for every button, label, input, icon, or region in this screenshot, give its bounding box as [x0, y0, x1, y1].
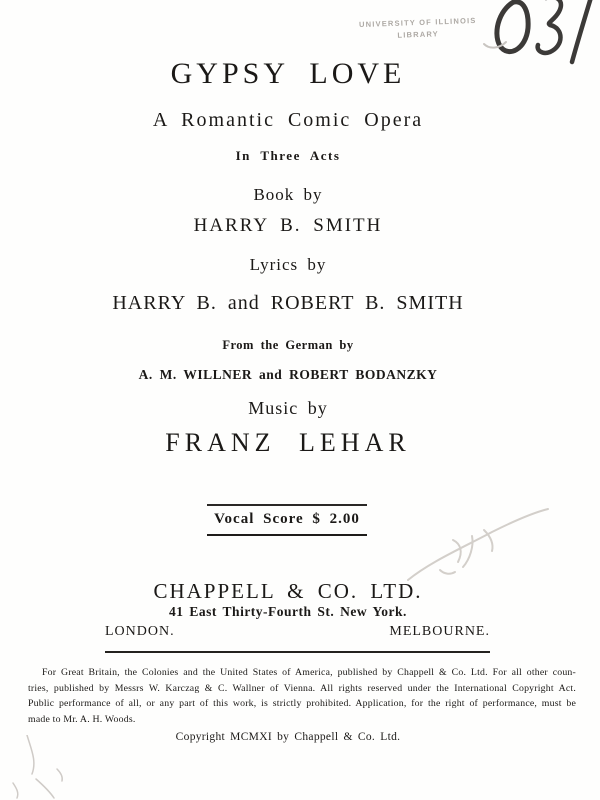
composer-name: FRANZ LEHAR — [165, 428, 411, 457]
library-stamp-line1: UNIVERSITY OF ILLINOIS — [358, 15, 477, 30]
legal-line: For Great Britain, the Colonies and the United States of America, published by Chappell & Co. Ltd. For all other coun- — [42, 667, 576, 678]
lyrics-authors: HARRY B. and ROBERT B. SMITH — [112, 292, 464, 314]
library-stamp — [358, 15, 479, 43]
page-title: GYPSY LOVE — [170, 57, 406, 90]
music-by-label: Music by — [248, 398, 328, 418]
horizontal-rule — [105, 651, 490, 653]
book-by-label: Book by — [253, 185, 323, 204]
publisher-address: 41 East Thirty-Fourth St. New York. — [169, 604, 407, 619]
price-label: Vocal Score $ 2.00 — [214, 511, 360, 527]
publisher-city-melbourne: MELBOURNE. — [389, 624, 490, 639]
acts-line: In Three Acts — [235, 148, 341, 163]
page-subtitle: A Romantic Comic Opera — [152, 109, 424, 131]
legal-notice — [28, 665, 576, 727]
legal-line: made to Mr. A. H. Woods. — [28, 713, 136, 725]
publisher-city-london: LONDON. — [105, 624, 175, 639]
publisher-name: CHAPPELL & CO. LTD. — [153, 579, 423, 603]
legal-line: tries, published by Messrs W. Karczag & C. Wallner of Vienna. All rights reserved under the International Copyright Act. — [28, 682, 576, 694]
lyrics-by-label: Lyrics by — [249, 255, 327, 274]
german-authors: A. M. WILLNER and ROBERT BODANZKY — [138, 367, 438, 382]
scan-crease-icon — [5, 735, 100, 800]
copyright-line: Copyright MCMXI by Chappell & Co. Ltd. — [175, 731, 401, 743]
german-source-label: From the German by — [222, 338, 354, 352]
book-author: HARRY B. SMITH — [193, 215, 383, 236]
price-box — [207, 504, 367, 536]
legal-line: Public performance of all, or any part of this work, is strictly prohibited. Application, for the right of performance, must be — [28, 698, 576, 710]
library-stamp-line2: LIBRARY — [397, 29, 440, 40]
